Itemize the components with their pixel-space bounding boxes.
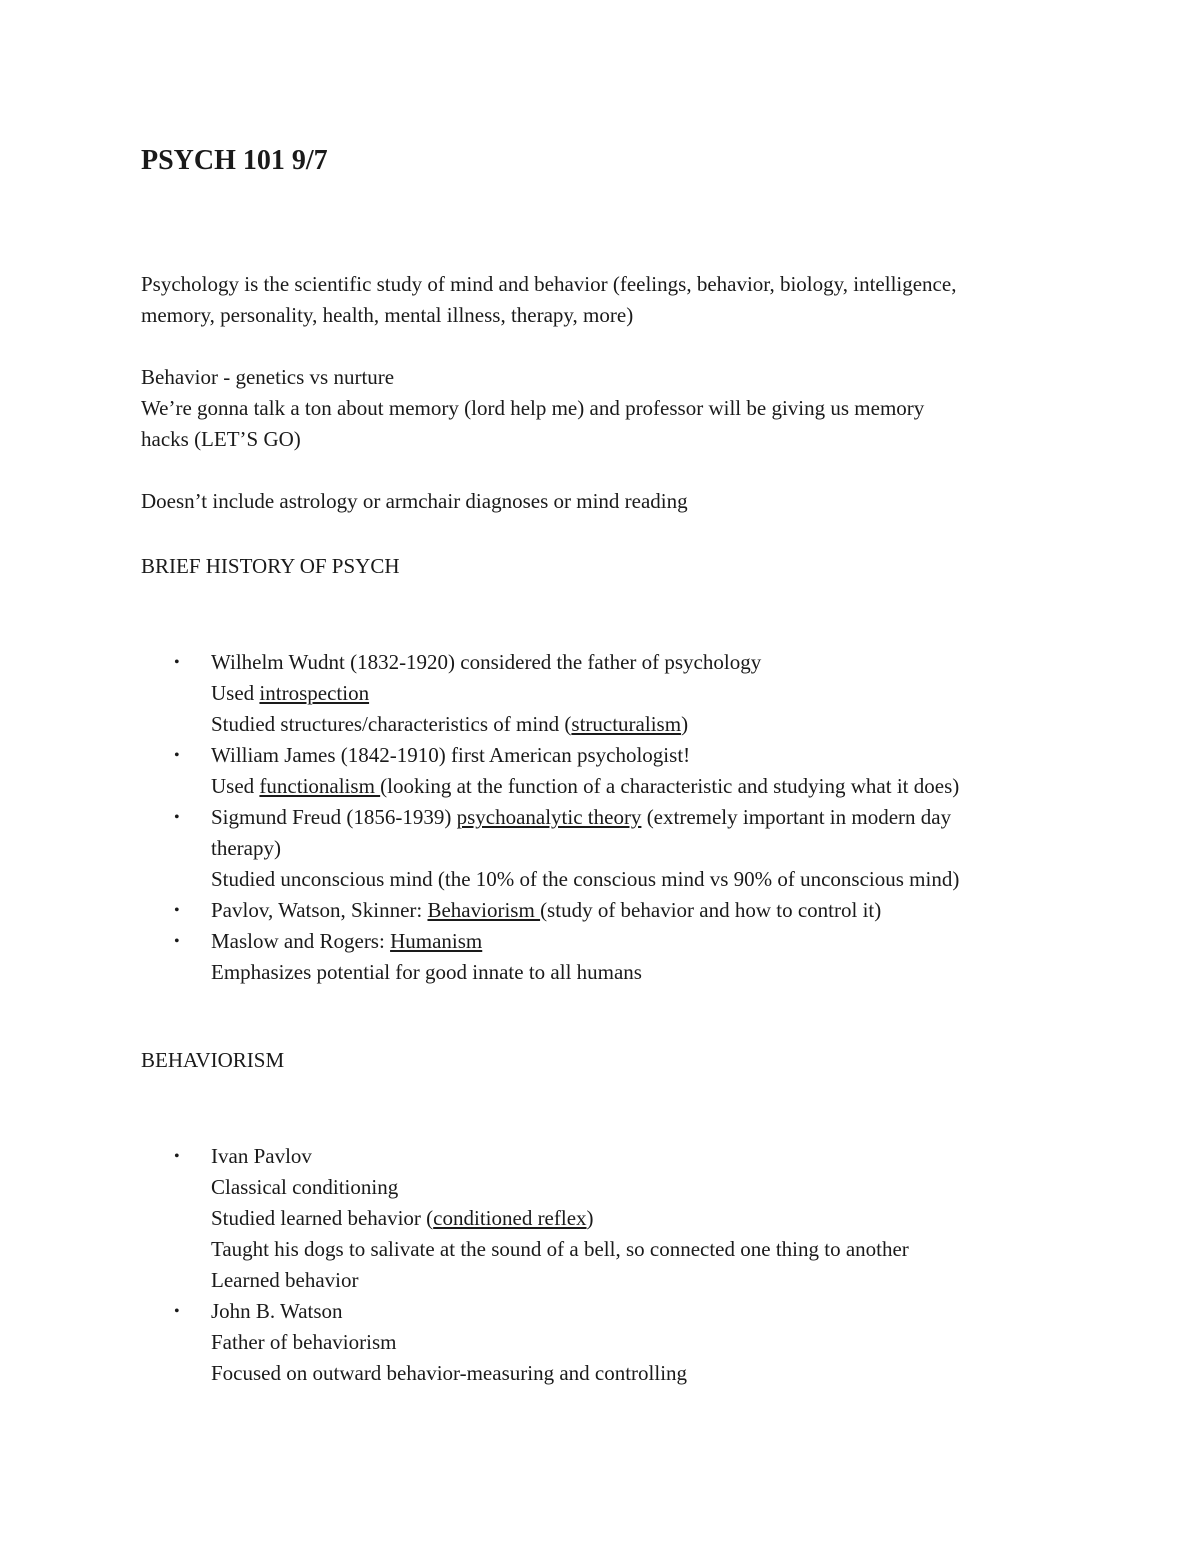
wundt-studied-prefix: Studied structures/characteristics of mind ( [211, 712, 572, 736]
watson-line-2: Father of behaviorism [211, 1330, 397, 1354]
memory-line-2: hacks (LET’S GO) [141, 427, 301, 451]
pavlov-line-4: Taught his dogs to salivate at the sound of a bell, so connected one thing to another [211, 1237, 909, 1261]
list-item-watson [141, 1296, 1081, 1389]
james-used-prefix: Used [211, 774, 260, 798]
list-item-pavlov [141, 1141, 1081, 1296]
bullet-glyph: • [174, 809, 180, 826]
list-item-wundt [141, 647, 1081, 740]
james-line-2 [211, 771, 1081, 802]
list-item-humanists [141, 926, 1081, 988]
list-item-behaviorists [141, 895, 1081, 926]
humanists-line-2: Emphasizes potential for good innate to all humans [211, 960, 642, 984]
term-humanism: Humanism [390, 929, 483, 953]
definition-line-1: Psychology is the scientific study of mind and behavior (feelings, behavior, biology, intelligence, [141, 272, 957, 296]
behaviorists-prefix: Pavlov, Watson, Skinner: [211, 898, 428, 922]
memory-line-1: We’re gonna talk a ton about memory (lord help me) and professor will be giving us memory [141, 396, 925, 420]
section-heading-behaviorism: BEHAVIORISM [141, 1048, 285, 1072]
freud-prefix: Sigmund Freud (1856-1939) [211, 805, 457, 829]
pavlov-name: Ivan Pavlov [211, 1144, 312, 1168]
behaviorists-line [211, 895, 1081, 926]
pavlov-line-3 [211, 1203, 1081, 1234]
section-heading-history: BRIEF HISTORY OF PSYCH [141, 554, 400, 578]
watson-line-3: Focused on outward behavior-measuring and controlling [211, 1361, 688, 1385]
freud-line-3: Studied unconscious mind (the 10% of the conscious mind vs 90% of unconscious mind) [211, 867, 960, 891]
wundt-used-prefix: Used [211, 681, 260, 705]
james-line-1: William James (1842-1910) first American psychologist! [211, 743, 691, 767]
term-structuralism: structuralism [571, 712, 682, 736]
behaviorism-list [141, 1141, 1081, 1389]
excludes-paragraph [141, 486, 1081, 517]
bullet-glyph: • [174, 747, 180, 764]
freud-suffix: (extremely important in modern day [641, 805, 952, 829]
term-introspection: introspection [259, 681, 370, 705]
behavior-line: Behavior - genetics vs nurture [141, 365, 395, 389]
pavlov-line-5: Learned behavior [211, 1268, 359, 1292]
pavlov-studied-prefix: Studied learned behavior ( [211, 1206, 434, 1230]
bullet-glyph: • [174, 902, 180, 919]
humanists-line-1 [211, 926, 1081, 957]
wundt-studied-suffix: ) [681, 712, 689, 736]
term-functionalism: functionalism [259, 774, 381, 798]
excludes-line: Doesn’t include astrology or armchair diagnoses or mind reading [141, 489, 688, 513]
pavlov-line-2: Classical conditioning [211, 1175, 399, 1199]
wundt-line-1: Wilhelm Wudnt (1832-1920) considered the father of psychology [211, 650, 762, 674]
list-item-freud [141, 802, 1081, 895]
bullet-glyph: • [174, 654, 180, 671]
definition-paragraph [141, 269, 1081, 331]
bullet-glyph: • [174, 1148, 180, 1165]
page-title: PSYCH 101 9/7 [141, 145, 328, 176]
behavior-paragraph [141, 362, 1081, 455]
james-used-suffix: (looking at the function of a characteristic and studying what it does) [380, 774, 960, 798]
history-list [141, 647, 1081, 988]
wundt-line-3 [211, 709, 1081, 740]
bullet-glyph: • [174, 933, 180, 950]
wundt-line-2 [211, 678, 1081, 709]
pavlov-studied-suffix: ) [586, 1206, 594, 1230]
bullet-glyph: • [174, 1303, 180, 1320]
humanists-prefix: Maslow and Rogers: [211, 929, 391, 953]
behaviorists-suffix: (study of behavior and how to control it) [540, 898, 882, 922]
definition-line-2: memory, personality, health, mental illness, therapy, more) [141, 303, 634, 327]
watson-name: John B. Watson [211, 1299, 343, 1323]
term-psychoanalytic-theory: psychoanalytic theory [456, 805, 642, 829]
freud-line-2: therapy) [211, 836, 281, 860]
freud-line-1 [211, 802, 1081, 833]
term-conditioned-reflex: conditioned reflex [433, 1206, 587, 1230]
list-item-james [141, 740, 1081, 802]
term-behaviorism: Behaviorism [427, 898, 541, 922]
